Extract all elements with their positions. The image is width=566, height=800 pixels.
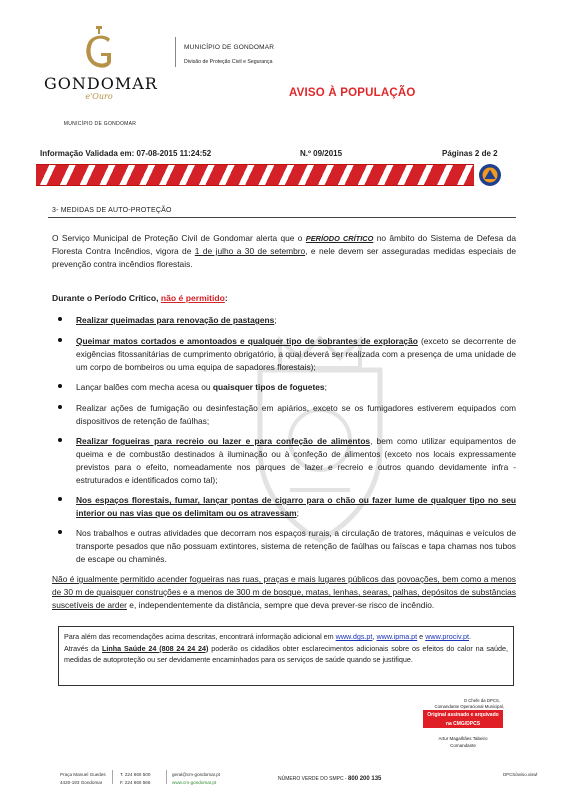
list-item: Queimar matos cortados e amontoados e qualquer tipo de sobrantes de exploração (exceto se decorrente de exigências fitossanitárias de cumprimento obrigatório, a qual deverá ser realizada com a presença de uma unidade de um corpo de bombeiros ou uma equipa de sapadores florestais);	[76, 336, 516, 372]
footer-divider	[112, 770, 113, 784]
signature-role: O Chefe da DPCS,	[463, 698, 500, 703]
intro-paragraph: O Serviço Municipal de Proteção Civil de Gondomar alerta que o PERÍODO CRÍTICO no âmbito do Sistema de Defesa da Floresta Contra Incêndios, vigora de 1 de julho a 30 de setembro, e nele devem ser asseguradas medidas especiais de prevenção contra incêndios florestais.	[52, 233, 516, 269]
gondomar-g-emblem-icon	[79, 26, 119, 72]
prociv-link[interactable]: www.prociv.pt	[425, 632, 469, 641]
bullet-marker	[58, 435, 66, 443]
header-divider	[175, 37, 176, 67]
bullet-marker	[58, 402, 66, 410]
page-title: AVISO À POPULAÇÃO	[289, 87, 416, 99]
ipma-link[interactable]: www.ipma.pt	[376, 632, 418, 641]
signature-role-2: Comandante Operacional Municipal,	[434, 704, 504, 709]
warning-stripe-banner	[36, 164, 474, 186]
validation-date: Informação Validada em: 07-08-2015 11:24:52	[40, 149, 212, 158]
list-item: Nos trabalhos e outras atividades que decorram nos espaços rurais, a circulação de tratores, máquinas e veículos de transporte pesados que não possuam extintores, sistema de retenção de faúlhas ou faíscas e tapa chamas nos tubos de escape ou chaminés.	[76, 528, 516, 564]
footer-contacts	[172, 771, 220, 786]
additional-info-box: Para além das recomendações acima descritas, encontrará informação adicional em www.dgs.pt, www.ipma.pt e www.prociv.pt. Através da Linha Saúde 24 (808 24 24 24) poderão os cidadãos obter esclarecimentos adicionais sobre os efeitos do calor na saúde, medidas de autoproteção ou ser devidamente encaminhados para os serviços de saúde quando se justifique.	[58, 626, 514, 686]
bullet-marker	[58, 527, 66, 535]
critical-period-term: PERÍODO CRÍTICO	[305, 234, 374, 243]
footer-website[interactable]: www.cm-gondomar.pt	[172, 779, 217, 785]
footer-divider	[166, 770, 167, 784]
list-item: Realizar fogueiras para recreio ou lazer e para confeção de alimentos, bem como utilizar equipamentos de queima e de combustão destinados à iluminação ou à confeção de alimentos (exceto nos locais expressamente previstos para o efeito, nomeadamente nos parques de lazer e recreio e outros quando devidamente infra -estruturados e identificados como tal);	[76, 436, 516, 485]
logo-tagline: e'Ouro	[85, 92, 113, 101]
gondomar-logo	[44, 26, 158, 101]
signatory-title: Comandante	[450, 743, 476, 748]
header-division: Divisão de Proteção Civil e Segurança	[184, 59, 273, 65]
document-reference: DPCS/aviso.xiswl	[503, 772, 538, 777]
logo-caption: MUNICÍPIO DE GONDOMAR	[63, 121, 137, 127]
section-title: 3- MEDIDAS DE AUTO-PROTEÇÃO	[52, 207, 172, 214]
bullet-marker	[58, 314, 66, 322]
list-item: Realizar ações de fumigação ou desinfestação em apiários, exceto se os fumigadores estiverem equipados com dispositivos de retenção de faúlhas;	[76, 403, 516, 426]
footer-phone: T. 224 660 500 F. 224 660 566	[120, 772, 151, 785]
footer-email[interactable]: geral@cm-gondomar.pt	[172, 772, 221, 777]
prohibitions-heading: Durante o Período Crítico, não é permitido:	[52, 293, 228, 303]
civil-protection-emblem-icon	[478, 163, 502, 187]
footer-address: Praça Manuel Guedes 4420-193 Gondomar	[60, 772, 106, 785]
bullet-marker	[58, 494, 66, 502]
logo-wordmark: GONDOMAR	[44, 74, 158, 93]
list-item: Realizar queimadas para renovação de pastagens;	[76, 315, 277, 325]
signatory-name: Artur Magalhães Tabeiro	[438, 736, 488, 741]
bullet-marker	[58, 381, 66, 389]
closing-paragraph: Não é igualmente permitido acender fogueiras nas ruas, praças e mais lugares públicos das povoações, bem como a menos de 30 m de quaisquer construções e a menos de 300 m de bosque, matas, lenhas, searas, palhas, depósitos de substâncias suscetíveis de arder e, independentemente da distância, sempre que deva prever-se risco de incêndio.	[52, 574, 516, 610]
header-municipality: MUNICÍPIO DE GONDOMAR	[184, 44, 275, 51]
critical-period-dates: 1 de julho a 30 de setembro	[194, 246, 306, 256]
signature-stamp: Original assinado e arquivado na CMG/DPCS	[423, 710, 503, 728]
page-count: Páginas 2 de 2	[442, 149, 498, 158]
list-item: Nos espaços florestais, fumar, lançar pontas de cigarro para o chão ou fazer lume de qualquer tipo no seu interior ou nas vias que os delimitam ou os atravessam;	[76, 495, 516, 518]
saude24-line: Linha Saúde 24 (808 24 24 24)	[102, 643, 209, 653]
notice-number: N.º 09/2015	[300, 149, 343, 158]
green-number: NÚMERO VERDE DO SMPC - 800 200 135	[278, 776, 382, 782]
list-item: Lançar balões com mecha acesa ou quaisquer tipos de foguetes;	[76, 382, 327, 392]
dgs-link[interactable]: www.dgs.pt	[335, 632, 373, 641]
section-rule	[48, 217, 516, 218]
bullet-marker	[58, 335, 66, 343]
